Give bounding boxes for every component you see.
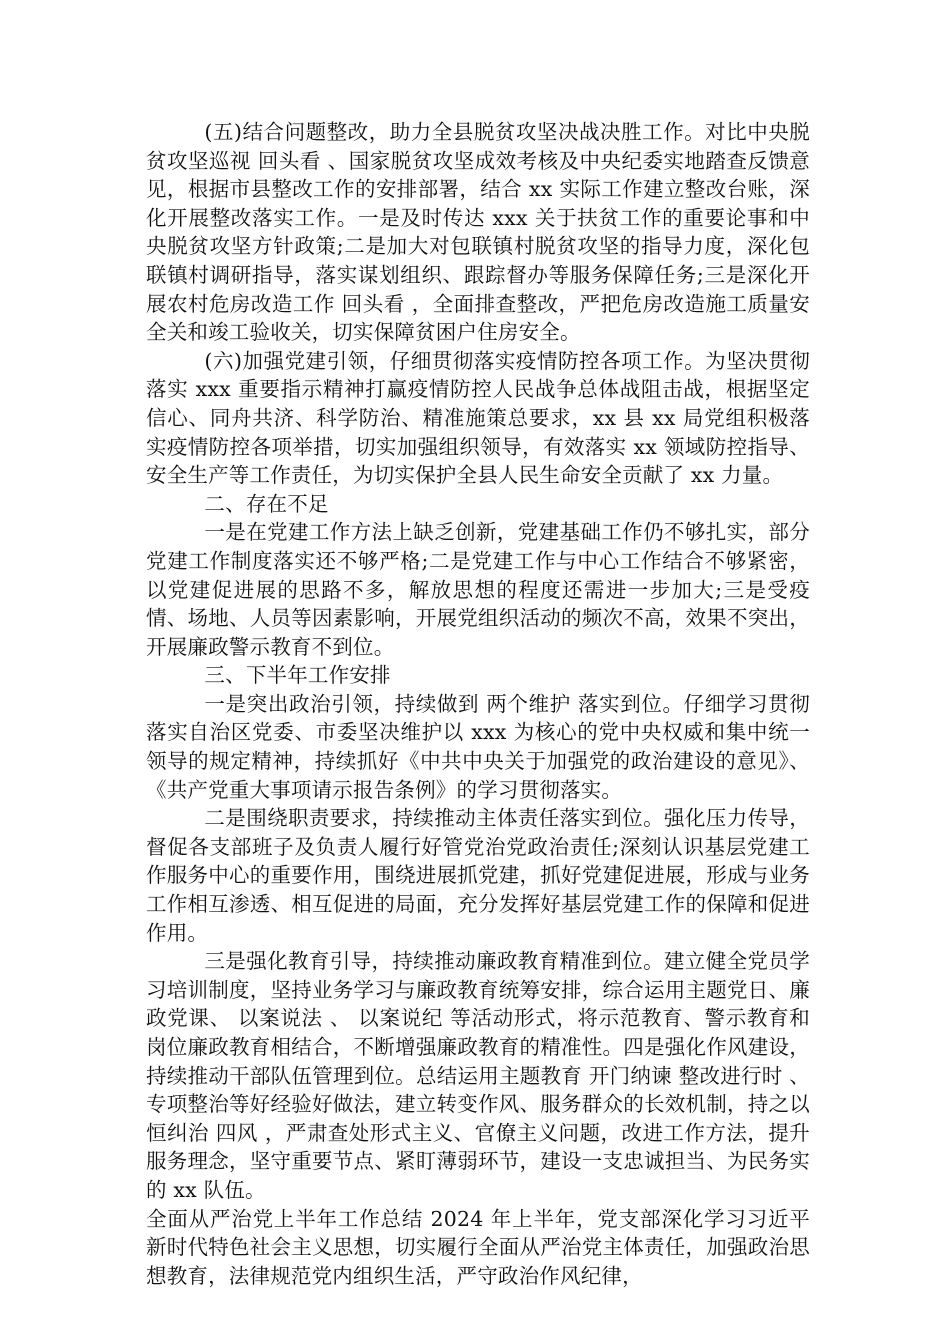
section-heading-second-half-plan: 三、下半年工作安排 <box>204 663 391 688</box>
paragraph-shortcomings: 一是在党建工作方法上缺乏创新，党建基础工作仍不够扎实，部分党建工作制度落实还不够严格;二是党建工作与中心工作结合不够紧密，以党建促进展的思路不多，解放思想的程度还需进一步加大;三是受疫情、场地、人员等因素影响，开展党组织活动的频次不高，效果不突出，开展廉政警示教育不到位。 <box>146 520 810 659</box>
paragraph-political-leadership: 一是突出政治引领，持续做到 两个维护 落实到位。仔细学习贯彻落实自治区党委、市委坚决维护以 xxx 为核心的党中央权威和集中统一领导的规定精神，持续抓好《中共中央关于加强党的政治建设的意见》、《共产党重大事项请示报告条例》的学习贯彻落实。 <box>146 691 810 802</box>
paragraph-summary-start: 全面从严治党上半年工作总结 2024 年上半年，党支部深化学习习近平新时代特色社会主义思想，切实履行全面从严治党主体责任，加强政治思想教育，法律规范党内组织生活，严守政治作风纪律， <box>146 1206 810 1288</box>
document-page <box>146 118 810 1290</box>
paragraph-education-guidance: 三是强化教育引导，持续推动廉政教育精准到位。建立健全党员学习培训制度，坚持业务学习与廉政教育统筹安排，综合运用主题党日、廉政党课、 以案说法 、 以案说纪 等活动形式，将示范教育、警示教育和岗位廉政教育相结合，不断增强廉政教育的精准性。四是强化作风建设，持续推动干部队伍管理到位。总结运用主题教育 开门纳谏 整改进行时 、专项整治等好经验好做法，建立转变作风、服务群众的长效机制，持之以恒纠治 四风 ，严肃查处形式主义、官僚主义问题，改进工作方法，提升服务理念，坚守重要节点、紧盯薄弱环节，建设一支忠诚担当、为民务实的 xx 队伍。 <box>146 949 810 1202</box>
paragraph-responsibility: 二是围绕职责要求，持续推动主体责任落实到位。强化压力传导，督促各支部班子及负责人履行好管党治党政治责任;深刻认识基层党建工作服务中心的重要作用，围绕进展抓党建，抓好党建促进展，形成与业务工作相互渗透、相互促进的局面，充分发挥好基层党建工作的保障和促进作用。 <box>146 806 810 945</box>
paragraph-epidemic-prevention: (六)加强党建引领，仔细贯彻落实疫情防控各项工作。为坚决贯彻落实 xxx 重要指示精神打赢疫情防控人民战争总体战阻击战，根据坚定信心、同舟共济、科学防治、精准施策总要求，xx 县 xx 局党组积极落实疫情防控各项举措，切实加强组织领导，有效落实 xx 领域防控指导、安全生产等工作责任，为切实保护全县人民生命安全贡献了 xx 力量。 <box>146 348 810 488</box>
section-heading-shortcomings: 二、存在不足 <box>204 491 329 516</box>
paragraph-poverty-rectification: (五)结合问题整改，助力全县脱贫攻坚决战决胜工作。对比中央脱贫攻坚巡视 回头看 、国家脱贫攻坚成效考核及中央纪委实地踏查反馈意见，根据市县整改工作的安排部署，结合 xx 实际工作建立整改台账，深化开展整改落实工作。一是及时传达 xxx 关于扶贫工作的重要论事和中央脱贫攻坚方针政策;二是加大对包联镇村脱贫攻坚的指导力度，深化包联镇村调研指导，落实谋划组织、跟踪督办等服务保障任务;三是深化开展农村危房改造工作 回头看 ，全面排查整改，严把危房改造施工质量安全关和竣工验收关，切实保障贫困户住房安全。 <box>146 120 810 345</box>
